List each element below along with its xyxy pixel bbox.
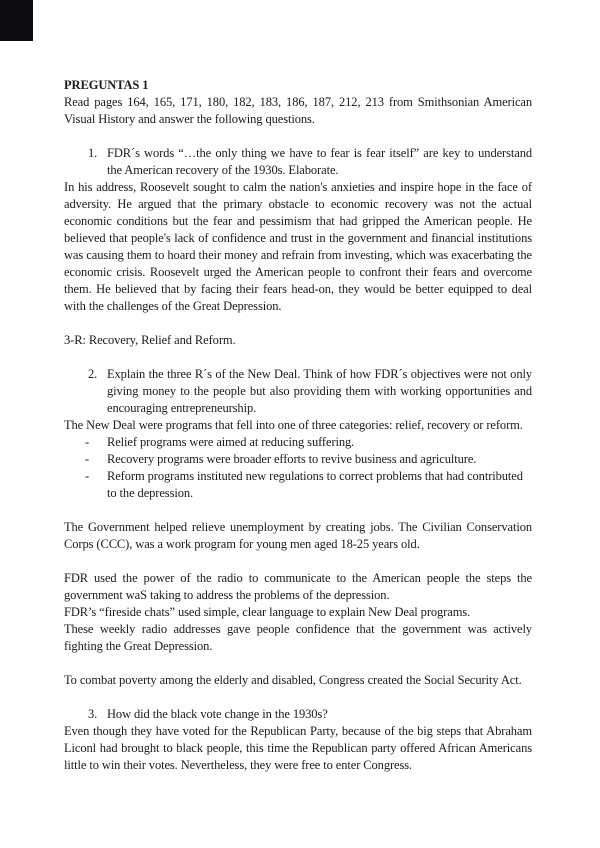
fireside-chats-paragraph: FDR’s “fireside chats” used simple, clear language to explain New Deal programs. — [64, 605, 471, 619]
question-3-text: How did the black vote change in the 1930s? — [107, 707, 328, 721]
bullet-recovery-text: Recovery programs were broader efforts to revive business and agriculture. — [107, 452, 477, 466]
dash-bullet-marker: - — [85, 452, 90, 466]
bullet-recovery — [64, 451, 532, 468]
dash-bullet-marker: - — [85, 469, 90, 483]
weekly-addresses-paragraph: These weekly radio addresses gave people confidence that the government was actively fighting the Great Depression. — [64, 622, 532, 653]
question-1-text: FDR´s words “…the only thing we have to fear is fear itself” are key to understand the American recovery of the 1930s. Elaborate. — [107, 146, 532, 177]
document-title: PREGUNTAS 1 — [64, 78, 149, 92]
question-1-number: 1. — [88, 146, 98, 160]
question-2-text: Explain the three R´s of the New Deal. Think of how FDR´s objectives were not only giving money to the people but also providing them with working opportunities and encouraging entrepreneurship. — [107, 367, 532, 415]
black-vote-paragraph: Even though they have voted for the Republican Party, because of the big steps that Abraham Liconl had brought to black people, this time the Republican party offered African Americans little to win their votes. Nevertheless, they were free to enter Congress. — [64, 724, 532, 772]
intro-paragraph: Read pages 164, 165, 171, 180, 182, 183, 186, 187, 212, 213 from Smithsonian American Visual History and answer the following questions. — [64, 95, 532, 126]
bullet-reform — [64, 468, 532, 502]
question-3 — [64, 706, 532, 723]
question-3-number: 3. — [88, 707, 98, 721]
document-content — [64, 77, 532, 774]
government-jobs-paragraph: The Government helped relieve unemployment by creating jobs. The Civilian Conservation Corps (CCC), was a work program for young men aged 18-25 years old. — [64, 520, 532, 551]
question-2 — [64, 366, 532, 417]
social-security-paragraph: To combat poverty among the elderly and disabled, Congress created the Social Security Act. — [64, 673, 522, 687]
fdr-address-paragraph: In his address, Roosevelt sought to calm the nation's anxieties and inspire hope in the face of adversity. He argued that the primary obstacle to economic recovery was not the actual economic conditions but the fear and pessimism that had gripped the American people. He believed that people's lack of confidence and trust in the government and financial institutions was causing them to hoard their money and refrain from investing, which was exacerbating the economic crisis. Roosevelt urged the American people to confront their fears and overcome them. He believed that by facing their fears head-on, they would be better equipped to deal with the challenges of the Great Depression. — [64, 180, 532, 313]
question-1 — [64, 145, 532, 179]
dash-bullet-marker: - — [85, 435, 90, 449]
radio-paragraph: FDR used the power of the radio to communicate to the American people the steps the government waS taking to address the problems of the depression. — [64, 571, 532, 602]
corner-window-artifact — [0, 0, 33, 41]
bullet-relief-text: Relief programs were aimed at reducing suffering. — [107, 435, 355, 449]
bullet-reform-text: Reform programs instituted new regulations to correct problems that had contributed to the depression. — [107, 469, 523, 500]
three-r-line: 3-R: Recovery, Relief and Reform. — [64, 333, 236, 347]
question-2-number: 2. — [88, 367, 98, 381]
new-deal-paragraph: The New Deal were programs that fell into one of three categories: relief, recovery or reform. — [64, 418, 523, 432]
bullet-relief — [64, 434, 532, 451]
